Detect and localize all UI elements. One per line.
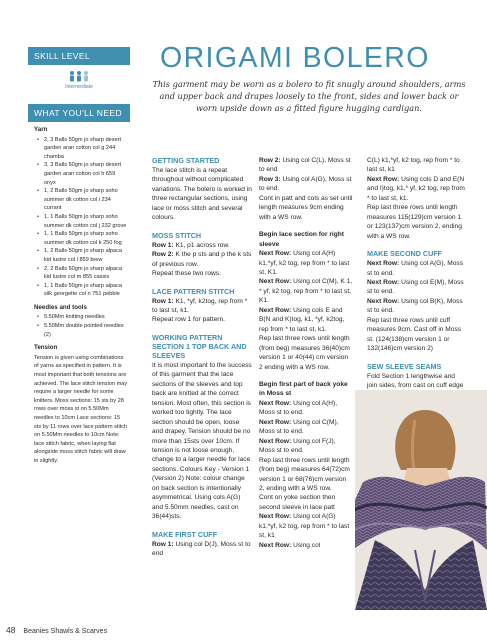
paragraph: Rep last three rows until length measures 115(129)cm version 1 or 123(137)cm version 2, ending with a WS row. — [367, 204, 462, 240]
bolero-photo — [355, 390, 487, 610]
row-text: Using cols D and E(N and I)tog, k1,* yf, k2 tog, rep from * to last st, k1. — [367, 175, 465, 202]
row-text: Using col C(M), K 1, * yf, k2 tog, rep from * to last st, K1. — [259, 278, 353, 305]
subheading-begin-first-part: Begin first part of back yoke in Moss st — [259, 380, 348, 398]
paragraph: It is most important to the success of this garment that the lace sections of the sleeves and top back are knitted at the correct tension. Most often, this section is worked too tightly. The lace section should be open, loose and drapey. Tension should be no more than 15sts over 10cm. If tension is not loose enough, change to a larger needle for lace sections. Colours Key - Version 1 (Version 2) Note: colour change on back section is intentionally asymmetrical. Using cols A(G) and 5.50mm needles, cast on 36(44)sts. — [152, 361, 252, 521]
needles-item: • 5.50Mm double pointed needles (2) — [40, 322, 128, 339]
row-label: Row 2: — [259, 157, 281, 164]
instruction-row — [367, 175, 467, 203]
row-text: Using col — [291, 541, 321, 549]
row-text: Using col A(G) k1,*yf, k2 tog, rep from * to last st, k1 — [259, 513, 350, 540]
row-label: Row 2: — [152, 251, 174, 259]
yarn-item: • 1, 1 Balls 50gm jo sharp soho summer dk cotton col k 250 fog — [40, 230, 128, 247]
needles-item: • 5.50Mm knitting needles — [40, 313, 128, 322]
yarn-item: • 1, 1 Balls 50gm jo sharp alpaca silk georgette col n 751 pebble — [40, 282, 128, 299]
row-label: Next Row: — [367, 278, 400, 286]
instruction-row — [367, 259, 467, 278]
paragraph: Repeat these two rows. — [152, 270, 221, 278]
paragraph: Cont in patt and cols as set until length measures 9cm ending with a WS row. — [259, 194, 353, 221]
row-label: Next Row: — [367, 260, 400, 268]
pattern-column-1 — [152, 156, 252, 559]
paragraph: C(L) k1,*yf, k2 tog, rep from * to last st, k1 — [367, 157, 460, 174]
bolero-photo-illustration — [355, 390, 487, 610]
yarn-item: • 2, 3 Balls 50gm jo sharp desert garden aran cotton col g 244 chamba — [40, 136, 128, 162]
row-label: Row 1: — [152, 297, 174, 305]
sidebar — [28, 47, 130, 466]
instruction-row — [259, 249, 353, 277]
pattern-column-3 — [367, 156, 467, 400]
row-text: Using col A(H) k1,*yf, k2 tog, rep from * to last st, K1. — [259, 250, 350, 276]
instruction-row — [152, 297, 252, 316]
paragraph: Rep last three rows until length (from beg) measures 36(40)cm version 1 or 40(44) cm version 2 ending with a WS row. — [259, 335, 350, 371]
page-footer — [6, 625, 107, 635]
instruction-row — [259, 156, 353, 175]
tension-heading: Tension — [34, 344, 58, 352]
row-text: K the p sts and p the k sts of previous row. — [152, 251, 252, 268]
yarn-item: • 3, 3 Balls 50gm jo sharp desert garden aran cotton col h 659 onyx — [40, 161, 128, 187]
instruction-row — [152, 540, 252, 559]
heading-working-pattern: WORKING PATTERN SECTION 1 TOP BACK AND SLEEVES — [152, 332, 247, 360]
instruction-row — [259, 306, 353, 334]
instruction-row — [367, 297, 467, 316]
row-label: Next Row: — [259, 399, 292, 407]
row-label: Next Row: — [259, 513, 292, 521]
row-text: Using col D(J), Moss st to end — [152, 540, 251, 558]
needles-heading: Needles and tools — [34, 303, 87, 311]
row-text: Using cols E and B(N and K)tog, k1, *yf, k2tog, rep from * to last st, k1. — [259, 306, 345, 333]
heading-moss-stitch: MOSS STITCH — [152, 230, 202, 240]
row-text: Using col A(G), Moss st to end. — [259, 175, 352, 193]
materials-list — [28, 122, 130, 466]
skill-level-box — [28, 70, 130, 104]
page-number: 48 — [6, 625, 16, 635]
heading-sew-sleeve-seams: SEW SLEEVE SEAMS — [367, 361, 442, 371]
instruction-row — [259, 399, 353, 418]
row-label: Next Row: — [259, 418, 292, 426]
paragraph: The lace stitch is a repeat throughout without complicated variations. The bolero is worked in three rectangular sections, using lace or moss stitch and several colours. — [152, 167, 252, 222]
paragraph: Fold Section 1 lengthwise and join sides, from cast on cuff edge — [367, 372, 464, 390]
row-label: Row 1: — [152, 540, 174, 548]
row-label: Row 1: — [152, 241, 174, 249]
row-label: Next Row: — [259, 437, 292, 445]
instruction-row — [259, 175, 353, 194]
yarn-heading: Yarn — [34, 126, 48, 133]
yarn-item: • 2, 2 Balls 50gm jo sharp alpaca kid lustre col m 855 cassis — [40, 265, 128, 282]
instruction-row — [152, 241, 252, 250]
tension-text: Tension is given using combinations of yarns as specified in pattern. It is most important that both tensions are achieved. The lace stitch tension may require a larger needle for some knitters. Moss sections: 15 sts by 28 rows over moss st on 5.50Mm needles to 10cm Lace sections: 15 sts by 11 rows over lace pattern stitch on 5.50Mm needles to 10cm Note: lace stitch fabric, when laying flat alongside moss stitch fabric will draw in slightly. — [34, 354, 128, 464]
instruction-row — [152, 250, 252, 269]
heading-second-cuff: MAKE SECOND CUFF — [367, 249, 443, 259]
skill-level-value: Intermediate — [65, 84, 93, 90]
row-text: Using col B(K), Moss st to end. — [367, 297, 463, 315]
skill-level-header: SKILL LEVEL — [28, 47, 130, 65]
row-label: Next Row: — [259, 278, 292, 286]
pattern-column-2 — [259, 156, 353, 550]
skill-level-icon — [66, 70, 92, 83]
instruction-row — [367, 278, 467, 297]
yarn-list — [34, 136, 128, 299]
row-label: Next Row: — [259, 541, 292, 549]
paragraph: Repeat row 1 for pattern. — [152, 316, 225, 324]
row-text: Using col E(M), Moss st to end. — [367, 278, 464, 296]
instruction-row — [259, 277, 353, 305]
instruction-row — [259, 512, 353, 540]
instruction-row — [259, 541, 353, 550]
yarn-item: • 1, 2 Balls 50gm jo sharp soho summer dk cotton col i 234 currant — [40, 187, 128, 213]
paragraph: Cont on yoke section then second sleeve in lace patt — [259, 494, 336, 511]
row-label: Next Row: — [367, 297, 400, 305]
intro-text: This garment may be worn as a bolero to fit snugly around shoulders, arms and upper back and drapes loosely to the front, sides and lower back or worn upside down as a fitted figure hugging cardigan. — [152, 79, 466, 113]
paragraph: Rep last three rows until cuff measures 9cm. Cast off in Moss st. (124(138)cm version 1 or 132(146)cm version 2) — [367, 316, 462, 353]
heading-getting-started: GETTING STARTED — [152, 156, 220, 165]
row-text: K1, *yf, k2tog, rep from * to last st, k1. — [152, 297, 248, 314]
instruction-row — [259, 437, 353, 456]
row-label: Next Row: — [367, 175, 400, 183]
row-text: Using col A(H), Moss st to end. — [259, 399, 338, 417]
row-label: Next Row: — [259, 306, 292, 314]
page-title: ORIGAMI BOLERO — [160, 42, 430, 74]
paragraph: Rep last three rows until length (from beg) measures 64(72)cm version 1 or 68(76)cm version 2, ending with a WS row. — [259, 456, 350, 492]
row-label: Row 3: — [259, 175, 281, 183]
yarn-item: • 1, 1 Balls 50gm jo sharp soho summer dk cotton col j 232 grove — [40, 213, 128, 230]
publication-name: Beanies Shawls & Scarves — [23, 628, 108, 635]
row-label: Next Row: — [259, 250, 292, 258]
what-you-need-header: WHAT YOU'LL NEED — [28, 104, 130, 122]
row-text: Using col C(M), Moss st to end. — [259, 418, 339, 436]
heading-first-cuff: MAKE FIRST CUFF — [152, 529, 218, 539]
row-text: K1, p1 across row. — [173, 241, 230, 249]
row-text: Using col C(L), Moss st to end — [259, 157, 351, 174]
heading-lace-pattern: LACE PATTERN STITCH — [152, 286, 235, 296]
yarn-item: • 1, 2 Balls 50gm jo sharp alpaca kid lustre col l 859 brew — [40, 247, 128, 264]
row-text: Using col A(G), Moss st to end. — [367, 260, 464, 277]
row-text: Using col F(J), Moss st to end. — [259, 437, 336, 455]
instruction-row — [259, 418, 353, 437]
subheading-begin-lace: Begin lace section for right sleeve — [259, 231, 345, 248]
needles-list — [34, 313, 128, 339]
